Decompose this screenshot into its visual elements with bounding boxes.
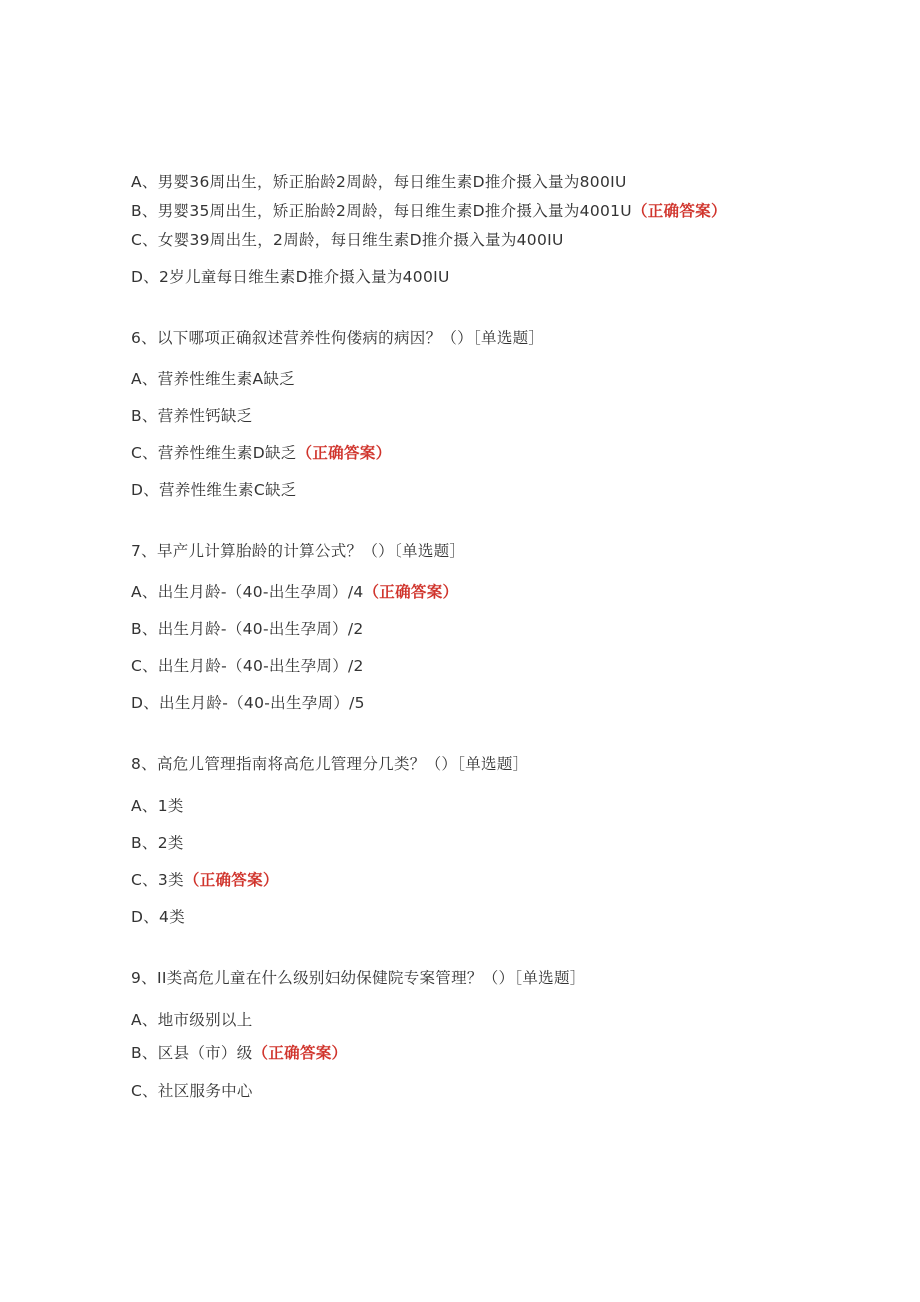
q9-option-b-text: B、区县（市）级 <box>131 1044 253 1062</box>
q8-option-b: B、2类 <box>131 834 184 852</box>
q9-option-c: C、社区服务中心 <box>131 1082 253 1100</box>
q8-option-c-text: C、3类 <box>131 871 184 889</box>
q6-option-c-text: C、营养性维生素D缺乏 <box>131 444 297 462</box>
q6-option-c <box>131 443 391 463</box>
q8-option-c <box>131 870 279 890</box>
q5-option-a: A、男婴36周出生，矫正胎龄2周龄，每日维生素D推介摄入量为800IU <box>131 173 627 191</box>
correct-answer-badge: （正确答案） <box>296 444 392 462</box>
correct-answer-badge: （正确答案） <box>183 871 279 889</box>
q6-option-a: A、营养性维生素A缺乏 <box>131 370 296 388</box>
correct-answer-badge: （正确答案） <box>631 202 727 220</box>
correct-answer-badge: （正确答案） <box>252 1044 348 1062</box>
q8-option-a: A、1类 <box>131 797 184 815</box>
q7-option-a <box>131 582 458 602</box>
q9-option-a: A、地市级别以上 <box>131 1011 253 1029</box>
q7-question: 7、早产儿计算胎龄的计算公式？（）〔单选题］ <box>131 542 466 560</box>
q7-option-b: B、出生月龄-（40-出生孕周）/2 <box>131 620 364 638</box>
q5-option-b-text: B、男婴35周出生，矫正胎龄2周龄，每日维生素D推介摄入量为4001U <box>131 202 632 220</box>
q6-option-b: B、营养性钙缺乏 <box>131 407 253 425</box>
q5-option-d: D、2岁儿童每日维生素D推介摄入量为400IU <box>131 268 450 286</box>
q7-option-d: D、出生月龄-（40-出生孕周）/5 <box>131 694 365 712</box>
q7-option-a-text: A、出生月龄-（40-出生孕周）/4 <box>131 583 364 601</box>
correct-answer-badge: （正确答案） <box>363 583 459 601</box>
q5-option-b <box>131 201 727 221</box>
q6-option-d: D、营养性维生素C缺乏 <box>131 481 297 499</box>
q9-question: 9、II类高危儿童在什么级别妇幼保健院专案管理？（）［单选题］ <box>131 969 586 987</box>
q7-option-c: C、出生月龄-（40-出生孕周）/2 <box>131 657 364 675</box>
q9-option-b <box>131 1043 347 1063</box>
q5-option-c: C、女婴39周出生，2周龄，每日维生素D推介摄入量为400IU <box>131 231 564 249</box>
q6-question: 6、以下哪项正确叙述营养性佝偻病的病因？（）［单选题］ <box>131 329 545 347</box>
q8-question: 8、高危儿管理指南将高危儿管理分几类？（）［单选题］ <box>131 755 529 773</box>
q8-option-d: D、4类 <box>131 908 185 926</box>
